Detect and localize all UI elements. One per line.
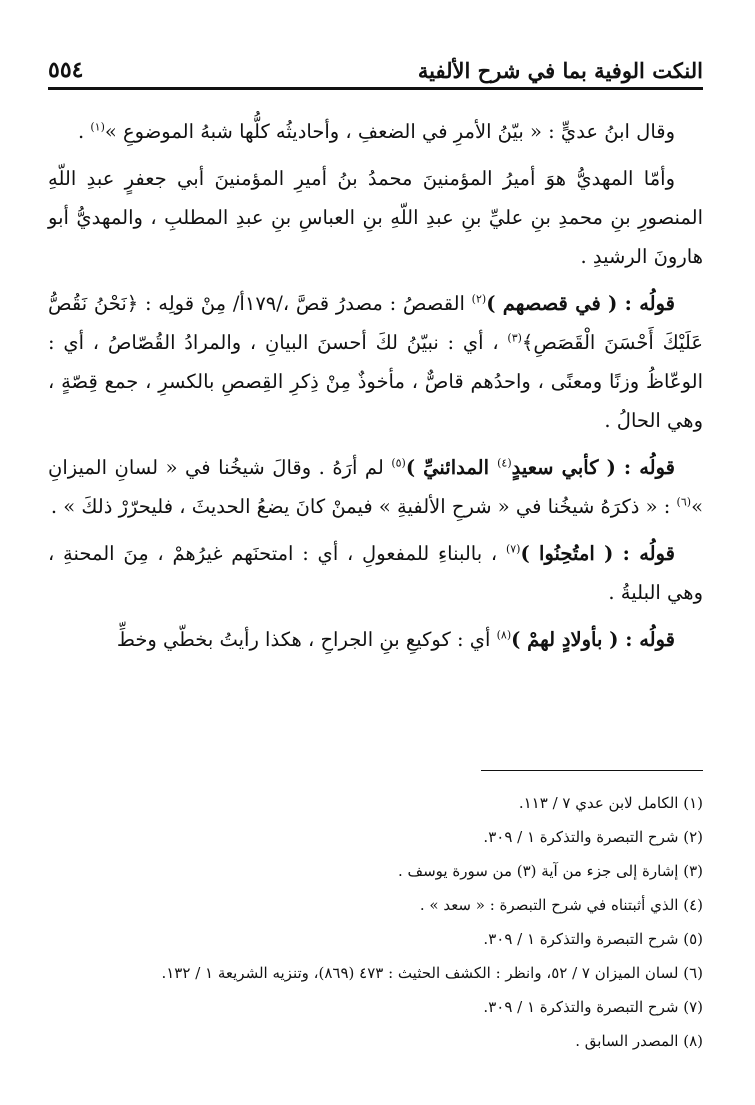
- paragraph: [48, 534, 703, 612]
- paragraph-text: وأمّا المهديُّ هوَ أميرُ المؤمنينَ محمدُ بنُ أميرِ المؤمنينَ أبي جعفرٍ عبدِ اللّهِ المنصورِ بنِ محمدِ بنِ عليِّ بنِ عبدِ اللّهِ بنِ العباسِ بنِ عبدِ المطلبِ ، والمهديُّ أبو هارونَ الرشيدِ .: [48, 167, 703, 268]
- footnote-divider: [481, 770, 703, 771]
- quoted-lemma: قولُه : ( كأبي سعيدٍ: [511, 456, 676, 479]
- footnote: (٧) شرح التبصرة والتذكرة ١ / ٣٠٩.: [483, 998, 703, 1016]
- footnote-ref[interactable]: (٣): [507, 331, 522, 345]
- paragraph: [48, 159, 703, 276]
- paragraph-text: وقال ابنُ عديٍّ : « بيّنُ الأمرِ في الضعفِ ، وأحاديثُه كلُّها شبهُ الموضوعِ »: [104, 120, 675, 143]
- footnote-ref[interactable]: (١): [90, 120, 105, 134]
- footnote-ref[interactable]: (٥): [391, 456, 406, 470]
- running-header: [48, 50, 703, 90]
- footnote-ref[interactable]: (٦): [676, 495, 692, 509]
- paragraph: [48, 620, 703, 659]
- paragraph: [48, 448, 703, 526]
- paragraph: [48, 284, 703, 440]
- quoted-lemma: قولُه : ( في قصصهم ): [486, 292, 675, 315]
- paragraph-text: القصصُ : مصدرُ قصَّ ،/١٧٩أ/ مِنْ قولِه : ﴿نَحْنُ نَقُصُّ عَلَيْكَ أَحْسَنَ الْقَصَصِ﴾: [48, 292, 704, 354]
- paragraph-text: ، بالبناءِ للمفعولِ ، أي : امتحنَهم غيرُهمْ ، مِنَ المحنةِ ، وهي البليةُ .: [48, 542, 703, 604]
- quoted-lemma: قولُه : ( امتُحِنُوا ): [520, 542, 675, 565]
- footnote: (٣) إشارة إلى جزء من آية (٣) من سورة يوسف .: [398, 862, 703, 880]
- paragraph-text: ، أي : نبيّنُ لكَ أحسنَ البيانِ ، والمرادُ القُصّاصُ ، أي : الوعّاظُ وزنًا ومعنًى ، واحدُهم قاصٌّ ، مأخوذٌ مِنْ ذِكرِ القِصصِ بالكسرِ ، جمع قِصّةٍ ، وهي الحالُ .: [48, 331, 703, 432]
- quoted-lemma: المدائنيِّ ): [405, 456, 498, 479]
- footnote-ref[interactable]: (٨): [496, 628, 512, 642]
- paragraph-text: لم أرَهُ . وقالَ شيخُنا في « لسانِ الميزانِ »: [48, 456, 703, 518]
- footnote: (٢) شرح التبصرة والتذكرة ١ / ٣٠٩.: [483, 828, 703, 846]
- footnote-ref[interactable]: (٧): [505, 542, 521, 556]
- footnote-ref[interactable]: (٤): [497, 456, 512, 470]
- paragraph-text: : « ذكرَهُ شيخُنا في « شرحِ الألفيةِ » فيمنْ كانَ يضعُ الحديثَ ، فليحرّرْ ذلكَ » .: [50, 495, 677, 518]
- footnote: (٤) الذي أثبتناه في شرح التبصرة : « سعد » .: [419, 896, 703, 914]
- main-text: [48, 112, 703, 667]
- footnote: (١) الكامل لابن عدي ٧ / ١١٣.: [518, 794, 703, 812]
- page-number: ٥٥٤: [48, 57, 84, 83]
- footnote: (٥) شرح التبصرة والتذكرة ١ / ٣٠٩.: [483, 930, 703, 948]
- quoted-lemma: قولُه : ( بأولادٍ لهمْ ): [511, 628, 675, 651]
- footnote: (٦) لسان الميزان ٧ / ٥٢، وانظر : الكشف الحثيث : ٤٧٣ (٨٦٩)، وتنزيه الشريعة ١ / ١٣٢.: [161, 964, 703, 982]
- paragraph-text: أي : كوكيعِ بنِ الجراحِ ، هكذا رأيتُ بخطّي وخطِّ: [116, 628, 497, 651]
- paragraph: [48, 112, 703, 151]
- footnote: (٨) المصدر السابق .: [575, 1032, 703, 1050]
- footnotes-list: [48, 786, 703, 1058]
- paragraph-text: .: [77, 120, 91, 143]
- running-title: النكت الوفية بما في شرح الألفية: [417, 58, 703, 83]
- footnote-ref[interactable]: (٢): [471, 292, 487, 306]
